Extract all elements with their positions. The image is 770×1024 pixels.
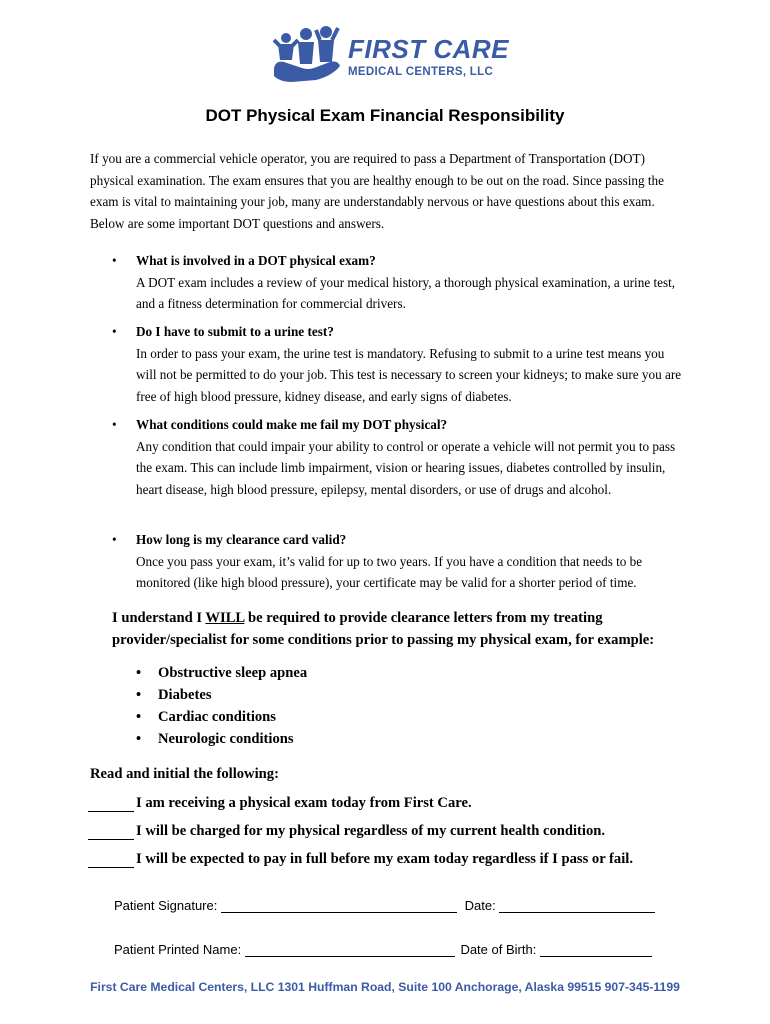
read-initial-label: Read and initial the following:: [90, 766, 279, 782]
intro-paragraph: If you are a commercial vehicle operator, you are required to pass a Department of Transportation (DOT) physical examination. The exam ensures that you are healthy enough to be out on the road. Since passing the exam is vital to maintaining your job, many are understandably nervous or have questions about this exam. Below are some important DOT questions and answers.: [90, 151, 664, 231]
initial-field[interactable]: [88, 797, 134, 812]
bullet-icon: •: [112, 532, 117, 547]
printed-name-field[interactable]: [245, 943, 455, 957]
initial-field[interactable]: [88, 853, 134, 868]
brand-subtitle: MEDICAL CENTERS, LLC: [348, 66, 494, 78]
condition-label: Obstructive sleep apnea: [158, 665, 308, 681]
printed-name-label: Patient Printed Name:: [114, 942, 242, 957]
list-item: [136, 684, 307, 706]
faq-item: [112, 414, 682, 500]
initial-text: I am receiving a physical exam today from First Care.: [136, 795, 472, 811]
bullet-icon: •: [136, 731, 142, 747]
bullet-icon: •: [112, 253, 117, 268]
clearance-statement: [112, 607, 702, 651]
page-title: DOT Physical Exam Financial Responsibility: [205, 106, 565, 125]
list-item: [136, 662, 307, 684]
dob-field[interactable]: [540, 943, 652, 957]
faq-answer: In order to pass your exam, the urine test is mandatory. Refusing to submit to a urine test means you will not be permitted to do your job. This test is necessary to screen your kidneys; to make sure you are free of high blood pressure, kidney disease, and early signs of diabetes.: [136, 345, 682, 404]
date-field[interactable]: [499, 899, 655, 913]
initial-field[interactable]: [88, 825, 134, 840]
statement-text: be required to provide clearance letters from my treating provider/specialist for some conditions prior to passing my physical exam, for example:: [112, 610, 655, 648]
footer-address: First Care Medical Centers, LLC 1301 Huffman Road, Suite 100 Anchorage, Alaska 99515 907-345-1199: [90, 980, 680, 994]
faq-question: What conditions could make me fail my DOT physical?: [136, 417, 448, 432]
initial-row: [88, 823, 605, 840]
condition-label: Cardiac conditions: [158, 709, 276, 725]
faq-question: Do I have to submit to a urine test?: [136, 324, 334, 339]
faq-question: How long is my clearance card valid?: [136, 532, 347, 547]
condition-label: Diabetes: [158, 687, 212, 703]
condition-label: Neurologic conditions: [158, 731, 294, 747]
initial-text: I will be charged for my physical regardless of my current health condition.: [136, 823, 606, 839]
patient-signature-field[interactable]: [221, 899, 457, 913]
conditions-list: [136, 662, 307, 750]
initial-row: [88, 795, 472, 812]
statement-text: I understand I: [112, 610, 206, 626]
printed-name-row: [114, 942, 652, 957]
bullet-icon: •: [112, 324, 117, 339]
faq-item: [112, 321, 682, 407]
faq-item: [112, 529, 682, 594]
family-hands-logo-icon: [272, 24, 344, 86]
list-item: [136, 706, 307, 728]
bullet-icon: •: [136, 665, 142, 681]
bullet-icon: •: [112, 417, 117, 432]
date-label: Date:: [464, 898, 496, 913]
signature-row: [114, 898, 655, 913]
patient-signature-label: Patient Signature:: [114, 898, 218, 913]
faq-item: [112, 250, 682, 315]
dob-label: Date of Birth:: [460, 942, 537, 957]
brand-name: FIRST CARE: [348, 34, 509, 64]
faq-answer: A DOT exam includes a review of your medical history, a thorough physical examination, a urine test, and a fitness determination for commercial drivers.: [136, 274, 676, 311]
bullet-icon: •: [136, 687, 142, 703]
bullet-icon: •: [136, 709, 142, 725]
faq-answer: Once you pass your exam, it’s valid for up to two years. If you have a condition that needs to be monitored (like high blood pressure), your certificate may be valid for a shorter period of time.: [136, 553, 643, 590]
statement-emphasis: WILL: [205, 610, 245, 626]
initial-text: I will be expected to pay in full before my exam today regardless if I pass or fail.: [136, 851, 633, 867]
initial-row: [88, 851, 633, 868]
faq-answer: Any condition that could impair your ability to control or operate a vehicle will not permit you to pass the exam. This can include limb impairment, vision or hearing issues, diabetes controlled by insulin, heart disease, high blood pressure, epilepsy, mental disorders, or use of drugs and alcohol.: [136, 438, 676, 497]
list-item: [136, 728, 307, 750]
faq-question: What is involved in a DOT physical exam?: [136, 253, 376, 268]
company-logo: [272, 24, 509, 86]
